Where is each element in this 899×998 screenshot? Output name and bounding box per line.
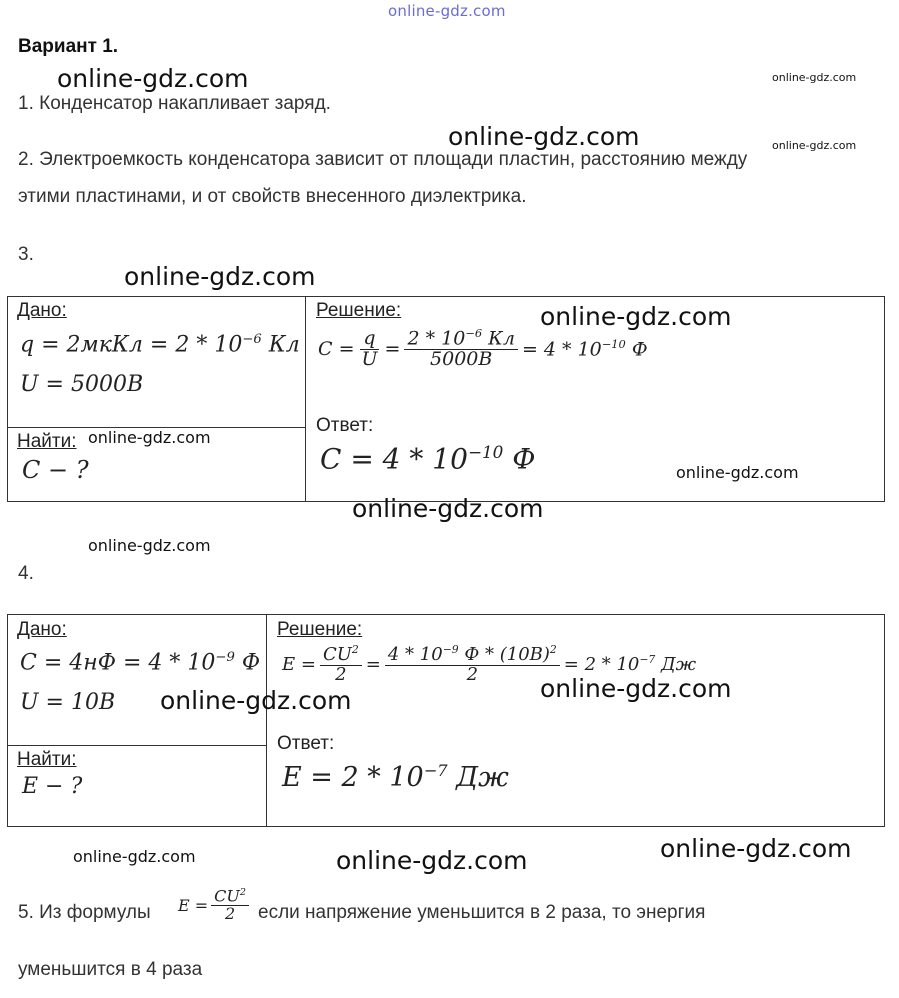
watermark: online-gdz.com [336,846,528,875]
watermark: online-gdz.com [88,428,211,447]
watermark: online-gdz.com [124,262,316,291]
question-5-suffix: если напряжение уменьшится в 2 раза, то энергия [258,902,706,923]
q3-find: C − ? [22,456,89,484]
q3-given-voltage: U = 5000B [20,372,144,397]
question-2-line-1: 2. Электроемкость конденсатора зависит от площади пластин, расстоянию между [18,149,748,170]
q4-answer: $E = 2 * 10^{-7}$ Дж [282,761,509,793]
watermark: online-gdz.com [540,674,732,703]
q5-formula: E = $\frac{CU^2}{2}$ [178,888,249,923]
q3-given-label: Дано: [17,300,67,321]
watermark: online-gdz.com [660,834,852,863]
page-title: Вариант 1. [18,36,119,57]
watermark: online-gdz.com [352,494,544,523]
q4-formula: E = $\frac{CU^2}{2}$ = $\frac{4 * 10^{-9} Ф * (10B)^2}{2}$ = $2 * 10^{-7}$ Дж [282,643,697,685]
question-3-number: 3. [18,244,34,265]
q3-answer: $C = 4 * 10^{-10}$ Ф [320,442,536,476]
question-2-line-2: этими пластинами, и от свойств внесенного диэлектрика. [18,186,527,207]
q3-formula: C = $\frac{q}{U}$ = $\frac{2 * 10^{-6} Кл}{5000B}$ = $4 * 10^{-10}$ Ф [318,326,648,371]
question-5-prefix: 5. Из формулы [18,902,151,923]
watermark: online-gdz.com [772,71,857,84]
q3-solution-label: Решение: [316,300,402,321]
watermark: online-gdz.com [772,139,857,152]
watermark: online-gdz.com [88,536,211,555]
q4-answer-label: Ответ: [277,733,335,754]
problem-4-find-divider [7,745,267,746]
watermark: online-gdz.com [448,122,640,151]
watermark: online-gdz.com [540,302,732,331]
q3-find-label: Найти: [17,431,77,452]
watermark: online-gdz.com [57,64,249,93]
question-1: 1. Конденсатор накапливает заряд. [18,93,331,114]
question-4-number: 4. [18,563,34,584]
watermark: online-gdz.com [160,686,352,715]
q4-find: E − ? [22,774,83,799]
q3-answer-label: Ответ: [316,415,374,436]
q4-given-label: Дано: [17,619,67,640]
q4-find-label: Найти: [17,749,77,770]
q3-given-charge: q = 2мкКл = $2 * 10^{-6}$ Кл [20,332,300,358]
q4-given-capacitance: $C = 4нФ = 4 * 10^{-9}$ Ф [20,650,261,676]
q4-solution-label: Решение: [277,619,363,640]
question-5-line-2: уменьшится в 4 раза [18,959,203,980]
watermark: online-gdz.com [676,463,799,482]
watermark: online-gdz.com [73,847,196,866]
watermark-top: online-gdz.com [388,2,506,20]
q4-given-voltage: U = 10B [20,690,116,715]
